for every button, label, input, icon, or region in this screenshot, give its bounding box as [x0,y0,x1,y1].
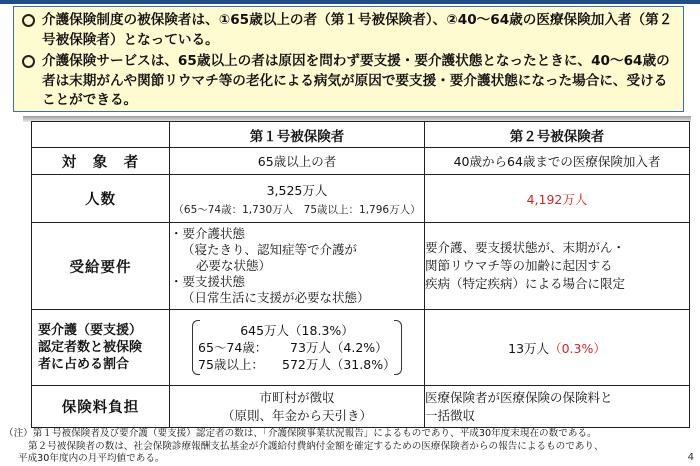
premium-category2 [425,386,690,428]
row-target [32,148,690,175]
eligibility-line: （日常生活に支援が必要な状態） [182,290,370,305]
certified-category2 [425,310,690,386]
summary-bullet [22,11,675,50]
right-bracket [394,320,402,375]
header-row [32,122,690,148]
eligibility-line: 疾病（特定疾病）による場合に限定 [425,276,626,291]
premium-line: 一括徴収 [425,407,476,423]
certified-category2-value: 13万人 [508,340,550,356]
row-label-target: 対 象 者 [32,148,170,175]
circle-bullet-icon [22,55,35,68]
insured-comparison-table [31,121,690,428]
summary-bullet [22,52,675,111]
certified-category2-pct: （0.3%） [549,340,606,356]
summary-callout [13,6,684,112]
eligibility-category1 [170,223,425,310]
eligibility-line: 関節リウマチ等の加齢に起因する [425,258,613,273]
top-accent-bar [0,0,700,4]
eligibility-category2 [425,223,690,310]
row-label-premium: 保険料負担 [32,386,170,428]
eligibility-line: 必要な状態） [196,258,272,273]
certified-age-label: 75歳以上： [198,357,264,372]
premium-line: （原則、年金から天引き） [221,407,372,423]
col-header-category1: 第１号被保険者 [170,122,425,148]
row-label-eligibility: 受給要件 [32,223,170,310]
certified-age-value: 572万人（31.8%） [282,357,396,372]
certified-label-line: 者に占める割合 [38,357,130,372]
count-category2: 4,192万人 [425,175,690,223]
certified-age-value: 73万人（4.2%） [290,340,388,355]
certified-age-row [192,339,402,356]
certified-bracket-group [192,322,402,373]
row-eligibility [32,223,690,310]
row-label-count: 人数 [32,175,170,223]
count-category1 [170,175,425,223]
certified-age-label: 65～74歳： [198,340,268,355]
target-category2: 40歳から64歳までの医療保険加入者 [425,148,690,175]
page-number: 4 [687,452,694,463]
count-category1-breakdown: （65～74歳：1,730万人 75歳以上：1,796万人） [173,203,421,216]
premium-category1 [170,386,425,428]
header-blank-cell [32,122,170,148]
certified-label-line: 要介護（要支援） [38,323,143,338]
eligibility-line: 要介護、要支援状態が、末期がん・ [425,240,626,255]
left-bracket [192,320,200,375]
footnote-line: （注）第１号被保険者及び要介護（要支援）認定者の数は、「介護保険事業状況報告」によるものであり、平成30年度末現在の数である。 [4,428,597,439]
certified-label-line: 認定者数と被保険 [38,340,143,355]
footnote-line: 第２号被保険者の数は、社会保険診療報酬支払基金が介護給付費納付金額を確定するための医療保険者からの報告によるものであり、 [28,440,604,452]
certified-category1 [170,310,425,386]
summary-text-1: 介護保険制度の被保険者は、①65歳以上の者（第１号被保険者）、②40～64歳の医療保険加入者（第２号被保険者）となっている。 [42,12,673,48]
footnote-line: 平成30年度内の月平均値である。 [18,453,165,464]
circle-bullet-icon [22,14,35,27]
row-count [32,175,690,223]
eligibility-line: （寝たきり、認知症等で介護が [182,242,358,257]
col-header-category2: 第２号被保険者 [425,122,690,148]
certified-total: 645万人（18.3%） [240,323,354,338]
row-label-certified [32,310,170,386]
eligibility-line: ・要支援状態 [170,274,246,289]
row-premium [32,386,690,428]
premium-line: 市町村が徴収 [259,389,335,405]
footnotes [4,428,694,466]
row-certified [32,310,690,386]
premium-line: 医療保険者が医療保険の保険料と [425,389,613,405]
count-category1-total: 3,525万人 [266,182,328,198]
target-category1: 65歳以上の者 [170,148,425,175]
eligibility-line: ・要介護状態 [170,226,246,241]
summary-text-2: 介護保険サービスは、65歳以上の者は原因を問わず要支援・要介護状態となったときに、40～64歳の者は末期がんや関節リウマチ等の老化による病気が原因で要支援・要介護状態になった場合に、受けることができる。 [42,53,670,108]
certified-age-row [192,356,402,373]
